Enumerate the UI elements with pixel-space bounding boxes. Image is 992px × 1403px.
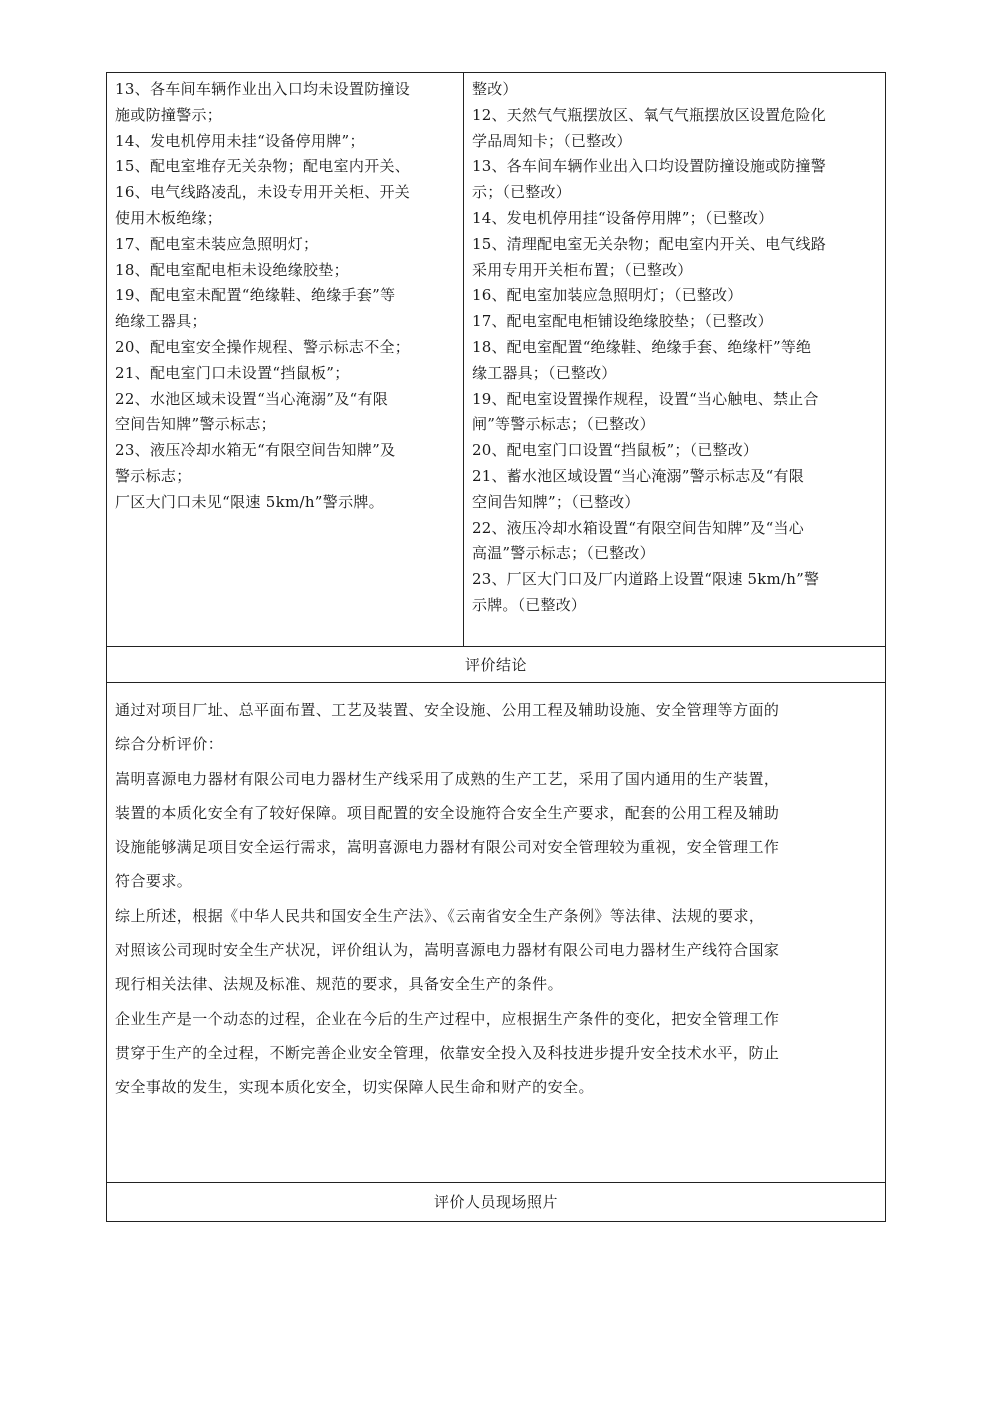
conclusion-line: 通过对项目厂址、总平面布置、工艺及装置、安全设施、公用工程及辅助设施、安全管理等方面的 bbox=[115, 701, 780, 719]
rectification-line: 12、天然气气瓶摆放区、氧气气瓶摆放区设置危险化 bbox=[472, 105, 826, 124]
rectification-line: 示；（已整改） bbox=[472, 183, 571, 202]
rectification-line: 16、配电室加装应急照明灯；（已整改） bbox=[472, 286, 743, 305]
issue-line: 22、水池区域未设置“当心淹溺”及“有限 bbox=[115, 389, 389, 408]
issue-line: 19、配电室未配置“绝缘鞋、绝缘手套”等 bbox=[115, 286, 396, 305]
rectification-line: 整改） bbox=[472, 80, 518, 98]
issue-line: 厂区大门口未见“限速 5km/h”警示牌。 bbox=[115, 492, 384, 511]
rectification-line: 学品周知卡；（已整改） bbox=[472, 131, 632, 150]
conclusion-body bbox=[107, 683, 885, 1183]
rectification-line: 空间告知牌”；（已整改） bbox=[472, 492, 640, 511]
issues-found-column bbox=[107, 73, 464, 646]
issue-line: 23、液压冷却水箱无“有限空间告知牌”及 bbox=[115, 441, 396, 460]
issue-line: 15、配电室堆存无关杂物；配电室内开关、 bbox=[115, 157, 411, 176]
issue-line: 18、配电室配电柜未设绝缘胶垫； bbox=[115, 260, 349, 279]
rectification-line: 14、发电机停用挂“设备停用牌”；（已整改） bbox=[472, 208, 774, 227]
issue-line: 21、配电室门口未设置“挡鼠板”； bbox=[115, 363, 350, 382]
conclusion-line: 安全事故的发生，实现本质化安全，切实保障人民生命和财产的安全。 bbox=[115, 1078, 594, 1097]
conclusion-line: 设施能够满足项目安全运行需求，嵩明喜源电力器材有限公司对安全管理较为重视，安全管理工作 bbox=[115, 838, 780, 857]
rectification-line: 15、清理配电室无关杂物；配电室内开关、电气线路 bbox=[472, 234, 826, 253]
conclusion-line: 综合分析评价： bbox=[115, 735, 224, 754]
issue-line: 14、发电机停用未挂“设备停用牌”； bbox=[115, 131, 365, 150]
rectification-line: 高温”警示标志；（已整改） bbox=[472, 544, 655, 563]
rectification-line: 13、各车间车辆作业出入口均设置防撞设施或防撞警 bbox=[472, 157, 826, 176]
site-photos-heading: 评价人员现场照片 bbox=[433, 1193, 558, 1211]
conclusion-line: 符合要求。 bbox=[115, 872, 193, 891]
evaluation-table bbox=[106, 72, 886, 1222]
rectification-line: 17、配电室配电柜铺设绝缘胶垫；（已整改） bbox=[472, 312, 773, 331]
rectification-column bbox=[464, 73, 885, 646]
issue-line: 空间告知牌”警示标志； bbox=[115, 415, 276, 434]
issue-line: 使用木板绝缘； bbox=[115, 208, 223, 227]
findings-row bbox=[107, 73, 885, 647]
conclusion-heading: 评价结论 bbox=[107, 647, 885, 683]
rectification-line: 18、配电室配置“绝缘鞋、绝缘手套、绝缘杆”等绝 bbox=[472, 337, 812, 356]
issue-line: 警示标志； bbox=[115, 466, 192, 485]
issue-line: 20、配电室安全操作规程、警示标志不全； bbox=[115, 337, 411, 356]
conclusion-line: 装置的本质化安全有了较好保障。项目配置的安全设施符合安全生产要求，配套的公用工程及辅助 bbox=[115, 803, 780, 822]
issue-line: 17、配电室未装应急照明灯； bbox=[115, 234, 319, 253]
conclusion-line: 对照该公司现时安全生产状况，评价组认为，嵩明喜源电力器材有限公司电力器材生产线符合国家 bbox=[115, 941, 780, 960]
issue-line: 绝缘工器具； bbox=[115, 312, 207, 331]
rectification-line: 示牌。（已整改） bbox=[472, 595, 587, 614]
rectification-line: 19、配电室设置操作规程，设置“当心触电、禁止合 bbox=[472, 389, 819, 408]
rectification-line: 23、厂区大门口及厂内道路上设置“限速 5km/h”警 bbox=[472, 570, 820, 589]
conclusion-line: 现行相关法律、法规及标准、规范的要求，具备安全生产的条件。 bbox=[115, 975, 564, 994]
issue-line: 16、电气线路凌乱，未设专用开关柜、开关 bbox=[115, 183, 411, 202]
conclusion-line: 嵩明喜源电力器材有限公司电力器材生产线采用了成熟的生产工艺，采用了国内通用的生产装置， bbox=[115, 769, 780, 788]
issue-line: 施或防撞警示； bbox=[115, 105, 223, 124]
rectification-line: 采用专用开关柜布置；（已整改） bbox=[472, 260, 693, 279]
rectification-line: 21、蓄水池区域设置“当心淹溺”警示标志及“有限 bbox=[472, 466, 804, 485]
issue-line: 13、各车间车辆作业出入口均未设置防撞设 bbox=[115, 80, 411, 98]
rectification-line: 20、配电室门口设置“挡鼠板”；（已整改） bbox=[472, 441, 759, 460]
conclusion-line: 贯穿于生产的全过程，不断完善企业安全管理，依靠安全投入及科技进步提升安全技术水平，防止 bbox=[115, 1043, 780, 1062]
rectification-line: 闸”等警示标志；（已整改） bbox=[472, 415, 655, 434]
rectification-line: 22、液压冷却水箱设置“有限空间告知牌”及“当心 bbox=[472, 518, 804, 537]
conclusion-line: 综上所述，根据《中华人民共和国安全生产法》、《云南省安全生产条例》等法律、法规的要求， bbox=[115, 906, 765, 925]
conclusion-line: 企业生产是一个动态的过程，企业在今后的生产过程中，应根据生产条件的变化，把安全管理工作 bbox=[115, 1009, 780, 1028]
rectification-line: 缘工器具；（已整改） bbox=[472, 363, 617, 382]
